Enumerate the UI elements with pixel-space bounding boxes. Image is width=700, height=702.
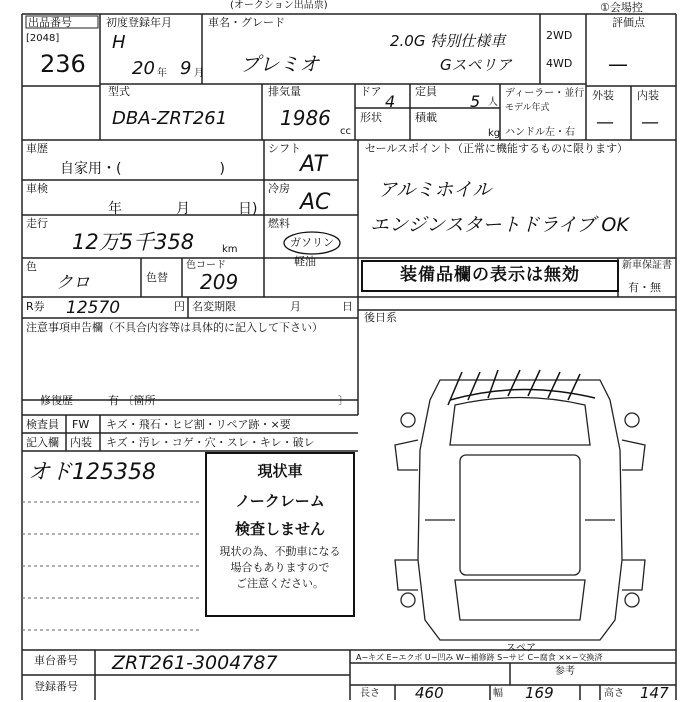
checker-label-2: 記入欄 [26,436,59,449]
sales-line2: エンジンスタートドライブ OK [370,214,629,236]
sales-line1: アルミホイル [378,179,492,201]
bottom-length-label: 長さ [360,688,380,699]
usage-value: 自家用・( ) [60,161,225,177]
shape-label: 形状 [360,111,382,124]
name-change-label: 名変期限 [192,300,236,313]
reg-month-unit: 月 [194,68,204,79]
repair-end: 〕 [338,394,349,407]
bottom-width-label: 幅 [493,688,503,699]
shift-value: AT [300,152,327,177]
reg-label: 初度登録年月 [106,16,172,29]
warranty-label: 新車保証書 [622,260,672,271]
price-label: R券 [26,300,45,313]
price-unit: 円 [174,300,185,313]
notes-label: 注意事項申告欄（不具合内容等は具体的に記入して下さい） [26,321,323,334]
reg-era: H [112,32,126,53]
as-is-line6: ご注意ください。 [236,577,324,590]
as-is-no-inspect: 検査しません [234,520,325,538]
checker-row1: キズ・飛石・ヒビ割・リペア跡・×要 [106,418,291,431]
drive-2wd: 2WD [546,29,573,42]
inspection-month: 月 [176,201,190,217]
name-change-day: 日 [342,300,353,313]
fuel-diesel: 軽油 [294,255,316,268]
usage-label: 車歴 [26,142,48,155]
ac-label: 冷房 [268,182,290,195]
handwritten-odo: オド125358 [28,460,156,485]
model-name: プレミオ [240,52,320,76]
mileage-unit: km [222,244,238,255]
fuel-gasoline: ガソリン [290,236,334,249]
venue-copy-label: ①会場控 [600,1,643,14]
cap-value: 5 [470,92,481,111]
damage-legend: A−キズ E−エクボ U−凹み W−補修跡 S−サビ C−腐食 ××−交換済 [356,653,603,662]
door-label: ドア [360,85,382,98]
door-value: 4 [385,92,396,111]
grade-line1: 2.0G 特別仕様車 [390,32,506,50]
bottom-height-label: 高さ [604,688,624,699]
drive-4wd: 4WD [546,57,573,70]
color-change-label: 色替 [146,271,168,284]
as-is-title: 現状車 [257,462,303,480]
reg-year-unit: 年 [157,68,167,79]
color-value: クロ [56,273,90,293]
checker-in: 内装 [70,436,92,449]
load-label: 積載 [415,111,437,124]
warranty-value: 有・無 [628,281,661,294]
repair-value: 有 〔箇所 [108,394,156,407]
color-label: 色 [26,260,37,273]
reg-year: 20 [132,58,155,79]
int-value: — [641,112,659,133]
load-unit: kg [488,128,501,139]
as-is-no-claim: ノークレーム [235,492,325,510]
sales-label: セールスポイント（正常に機能するものに限ります） [365,142,629,155]
checker-fw: FW [72,418,90,431]
dealer-label: ディーラー・並行 [505,88,585,99]
ext-label: 外装 [592,89,614,102]
color-code-label: 色コード [186,260,226,271]
score-label: 評価点 [612,16,645,29]
ext-value: — [596,112,614,133]
inspection-label: 車検 [26,182,48,195]
handle-options: 左・右 [545,127,575,138]
checker-label-1: 検査員 [26,418,59,431]
bottom-ref: 参考 [555,666,575,677]
fuel-label: 燃料 [268,217,290,230]
later-label: 後日系 [364,311,397,324]
ac-value: AC [300,190,331,215]
inspection-year: 年 [108,201,122,217]
mileage-value: 12万5千358 [72,230,195,254]
lot-label: 出品番号 [28,16,72,29]
grade-line2: Gスペリア [440,56,512,74]
color-code: 209 [200,270,239,294]
spare-label: スペア [506,643,536,654]
checker-row2: キズ・汚レ・コゲ・穴・スレ・キレ・破レ [106,436,315,449]
type-value: DBA-ZRT261 [112,108,228,129]
inspection-day: 日) [238,201,258,217]
bottom-length-value: 460 [415,684,444,702]
bottom-height-value: 147 [640,684,669,702]
disp-label: 排気量 [268,85,301,98]
score-value: — [608,52,628,76]
cap-label: 定員 [415,85,437,98]
disp-value: 1986 [280,106,331,130]
lot-number: 236 [40,50,86,78]
repair-label: 修復歴 [40,394,73,407]
chassis-label: 車台番号 [34,654,78,667]
as-is-line4: 現状の為、不動車になる [219,545,341,558]
type-label: 型式 [108,85,130,98]
handle-label: ハンドル [505,127,545,138]
mileage-label: 走行 [26,217,48,230]
cap-unit: 人 [488,97,498,108]
disp-unit: cc [340,126,351,137]
reg-month: 9 [180,58,192,79]
form-title: (オークション出品票) [230,0,328,11]
model-label: 車名・グレード [208,16,285,29]
equipment-notice-banner: 装備品欄の表示は無効 [400,265,580,285]
price-value: 12570 [66,298,121,318]
lot-code: [2048] [26,33,60,44]
chassis-value: ZRT261-3004787 [112,652,278,674]
regno-label: 登録番号 [34,680,78,693]
bottom-width-value: 169 [525,684,554,702]
int-label: 内装 [637,89,659,102]
as-is-line5: 場合もありますので [230,561,330,574]
model-year-label: モデル年式 [505,103,550,113]
car-diagram [395,380,645,640]
name-change-month: 月 [290,300,301,313]
as-is-notice [205,452,355,617]
shift-label: シフト [268,142,301,155]
